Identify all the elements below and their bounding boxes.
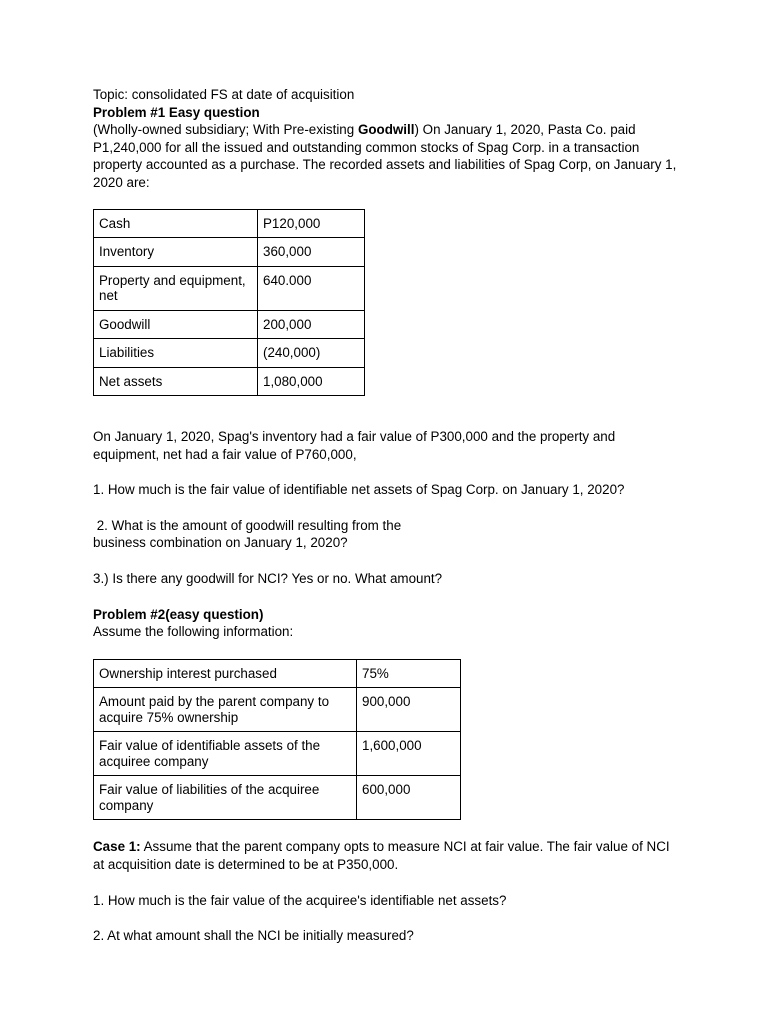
table-row	[94, 732, 461, 776]
row-value: 600,000	[357, 776, 461, 820]
table-row	[94, 238, 365, 267]
table-row	[94, 688, 461, 732]
row-label: Goodwill	[94, 310, 258, 339]
row-value: 900,000	[357, 688, 461, 732]
row-label: Property and equipment, net	[94, 266, 258, 310]
table-row	[94, 310, 365, 339]
problem1-question-3: 3.) Is there any goodwill for NCI? Yes or no. What amount?	[93, 571, 443, 587]
case1-label: Case 1:	[93, 839, 141, 855]
row-value: 1,600,000	[357, 732, 461, 776]
row-value: 200,000	[258, 310, 365, 339]
problem1-intro-pre: (Wholly-owned subsidiary; With Pre-existing	[93, 122, 358, 138]
table-row	[94, 776, 461, 820]
spag-balance-table	[93, 209, 365, 397]
row-value: 360,000	[258, 238, 365, 267]
row-label: Inventory	[94, 238, 258, 267]
problem1-intro	[93, 121, 683, 191]
topic-line: Topic: consolidated FS at date of acquisition	[93, 87, 355, 102]
row-label: Ownership interest purchased	[94, 659, 357, 688]
document-page	[93, 86, 683, 945]
row-label: Fair value of liabilities of the acquiree company	[94, 776, 357, 820]
row-value: 640.000	[258, 266, 365, 310]
problem1-heading	[93, 104, 683, 122]
problem1-intro-bold: Goodwill	[357, 122, 415, 138]
row-label: Amount paid by the parent company to acquire 75% ownership	[94, 688, 357, 732]
table-row	[94, 339, 365, 368]
case1-paragraph	[93, 838, 683, 873]
row-label: Fair value of identifiable assets of the acquiree company	[94, 732, 357, 776]
problem2-heading-text: Problem #2(easy question)	[93, 606, 264, 622]
table-row	[94, 209, 365, 238]
problem1-intro-post: ) On January 1, 2020, Pasta Co. paid P1,240,000 for all the issued and outstanding common stocks of Spag Corp. in a transaction property accounted as a purchase. The recorded assets and liabilities of Spag Corp, on January 1, 2020 are:	[93, 122, 677, 190]
table-row	[94, 367, 365, 396]
row-value: (240,000)	[258, 339, 365, 368]
problem1-question-2-line2: business combination on January 1, 2020?	[93, 535, 348, 551]
problem1-fair-value-note: On January 1, 2020, Spag's inventory had a fair value of P300,000 and the property and equipment, net had a fair value of P760,000,	[93, 429, 616, 462]
problem2-heading	[93, 606, 683, 624]
case1-text: Assume that the parent company opts to measure NCI at fair value. The fair value of NCI at acquisition date is determined to be at P350,000.	[93, 839, 670, 872]
problem2-question-2: 2. At what amount shall the NCI be initially measured?	[93, 928, 414, 944]
problem1-heading-text: Problem #1 Easy question	[93, 104, 260, 120]
row-label: Liabilities	[94, 339, 258, 368]
problem1-question-2-line1: 2. What is the amount of goodwill resulting from the	[93, 517, 402, 533]
row-value: P120,000	[258, 209, 365, 238]
problem2-intro: Assume the following information:	[93, 624, 294, 640]
problem1-question-1: 1. How much is the fair value of identifiable net assets of Spag Corp. on January 1, 2020?	[93, 482, 625, 498]
row-label: Net assets	[94, 367, 258, 396]
row-value: 1,080,000	[258, 367, 365, 396]
row-value: 75%	[357, 659, 461, 688]
row-label: Cash	[94, 209, 258, 238]
table-row	[94, 659, 461, 688]
problem2-question-1: 1. How much is the fair value of the acquiree's identifiable net assets?	[93, 892, 507, 908]
table-row	[94, 266, 365, 310]
acquisition-info-table	[93, 659, 461, 821]
